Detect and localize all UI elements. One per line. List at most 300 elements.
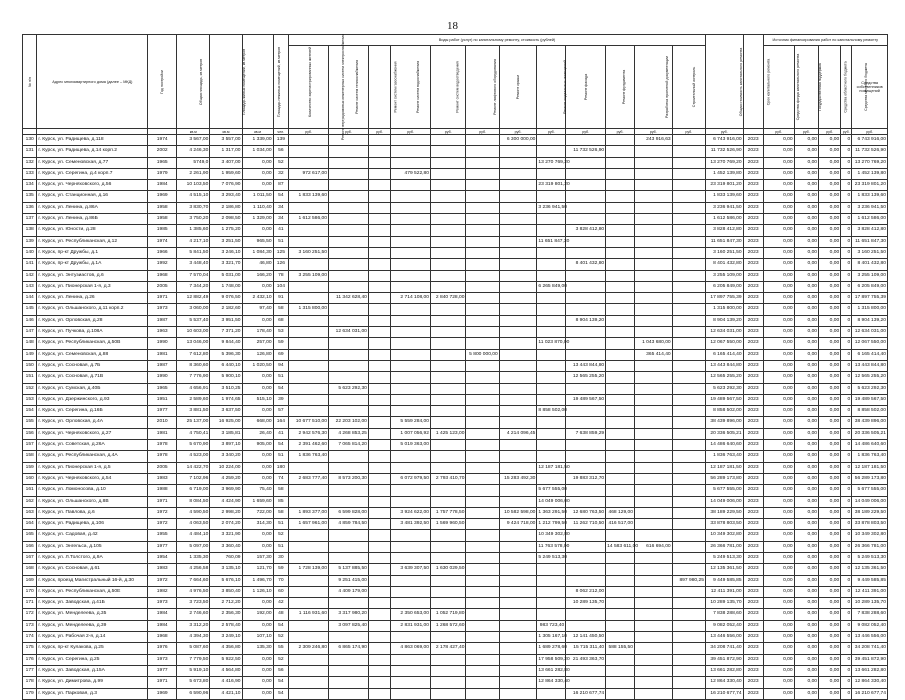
- row-total-area: 14 422,70: [177, 462, 210, 473]
- row-source-amount: 14 049 006,00: [852, 496, 888, 507]
- row-work-cost: [391, 394, 431, 405]
- row-source-amount: 0,00: [819, 360, 841, 371]
- row-source-amount: 10 349 302,80: [852, 530, 888, 541]
- row-work-cost: [466, 440, 499, 451]
- row-work-cost: 3 160 251,50: [289, 247, 329, 258]
- row-year: 1958: [148, 214, 177, 225]
- row-source-amount: 0,00: [763, 417, 794, 428]
- row-work-cost: [391, 360, 431, 371]
- row-work-cost: [329, 146, 369, 157]
- row-source-amount: 0,00: [794, 541, 818, 552]
- row-source-amount: 12 864 330,40: [852, 677, 888, 688]
- row-source-amount: 8 858 502,00: [852, 406, 888, 417]
- row-living-area: 2 712,20: [210, 598, 242, 609]
- row-work-cost: [368, 247, 390, 258]
- row-source-amount: 1 833 139,60: [852, 191, 888, 202]
- row-work-cost: [566, 157, 606, 168]
- row-work-cost: [368, 665, 390, 676]
- row-work-cost: [566, 270, 606, 281]
- row-number: 176: [23, 654, 37, 665]
- row-work-cost: [391, 236, 431, 247]
- row-work-cost: [634, 688, 672, 699]
- row-year: 1968: [148, 632, 177, 643]
- row-total-area: 5 097,00: [177, 541, 210, 552]
- row-total-cost: 7 838 288,60: [705, 609, 743, 620]
- row-work-cost: [634, 315, 672, 326]
- unit-cell: руб.: [368, 129, 390, 135]
- row-nonliving-area: 0,00: [242, 530, 273, 541]
- row-residents: 52: [273, 530, 289, 541]
- row-total-cost: 8 401 432,80: [705, 259, 743, 270]
- row-number: 137: [23, 214, 37, 225]
- row-work-cost: [329, 157, 369, 168]
- table-row: [23, 259, 888, 270]
- row-work-cost: [368, 236, 390, 247]
- row-work-cost: [672, 394, 705, 405]
- row-year: 1983: [148, 564, 177, 575]
- row-work-cost: [634, 270, 672, 281]
- row-source-amount: 0,00: [819, 586, 841, 597]
- table-row: [23, 394, 888, 405]
- row-work-cost: [391, 575, 431, 586]
- row-work-cost: [329, 372, 369, 383]
- row-source-amount: 0,00: [763, 654, 794, 665]
- row-work-cost: [289, 598, 329, 609]
- row-work-cost: [368, 259, 390, 270]
- table-row: [23, 598, 888, 609]
- row-work-cost: [566, 552, 606, 563]
- row-work-cost: [289, 654, 329, 665]
- row-address: г. Курск, ул. Ольшанского, д.11 корп.2: [37, 304, 148, 315]
- row-year: 1981: [148, 428, 177, 439]
- row-work-cost: 5 249 513,30: [537, 552, 566, 563]
- row-period: 2023: [743, 247, 763, 258]
- row-total-cost: 11 651 847,30: [705, 236, 743, 247]
- row-work-cost: [499, 360, 537, 371]
- table-row: [23, 315, 888, 326]
- row-nonliving-area: 0,00: [242, 157, 273, 168]
- row-total-area: 4 515,10: [177, 191, 210, 202]
- row-work-cost: [466, 315, 499, 326]
- col-period-header: [743, 35, 770, 129]
- row-source-amount: 26 366 781,00: [852, 541, 888, 552]
- row-work-cost: [634, 372, 672, 383]
- row-source-amount: 11 732 526,90: [852, 146, 888, 157]
- row-work-cost: [368, 327, 390, 338]
- row-work-cost: 21 493 363,70: [566, 654, 606, 665]
- row-work-cost: [391, 259, 431, 270]
- row-work-cost: [329, 406, 369, 417]
- unit-cell: руб.: [841, 129, 852, 135]
- row-source-amount: 0,00: [819, 406, 841, 417]
- row-year: 2005: [148, 462, 177, 473]
- row-work-cost: 12 141 450,50: [566, 632, 606, 643]
- row-number: 130: [23, 135, 37, 146]
- row-source-amount: 0,00: [794, 338, 818, 349]
- row-work-cost: [537, 168, 566, 179]
- row-number: 153: [23, 394, 37, 405]
- row-work-cost: [430, 270, 465, 281]
- row-work-cost: [499, 236, 537, 247]
- row-work-cost: [566, 485, 606, 496]
- row-source-amount: 0,00: [763, 383, 794, 394]
- row-year: 1977: [148, 665, 177, 676]
- row-work-cost: 16 210 677,74: [566, 688, 606, 699]
- row-number: 158: [23, 451, 37, 462]
- row-source-amount: 0,00: [763, 168, 794, 179]
- row-work-cost: [368, 214, 390, 225]
- row-year: 1977: [148, 406, 177, 417]
- row-work-cost: [499, 372, 537, 383]
- row-work-cost: [368, 541, 390, 552]
- unit-cell: руб.: [763, 129, 794, 135]
- row-total-cost: 12 187 181,50: [705, 462, 743, 473]
- row-number: 166: [23, 541, 37, 552]
- row-work-cost: 15 283 492,30: [499, 473, 537, 484]
- row-source-amount: 0,00: [794, 654, 818, 665]
- row-total-area: 13 046,00: [177, 338, 210, 349]
- row-work-cost: 1 630 029,50: [430, 564, 465, 575]
- row-work-cost: [391, 281, 431, 292]
- row-year: 1972: [148, 575, 177, 586]
- row-work-cost: [499, 327, 537, 338]
- row-total-area: 4 590,50: [177, 507, 210, 518]
- row-living-area: 10 224,00: [210, 462, 242, 473]
- row-work-cost: [466, 586, 499, 597]
- row-work-cost: 1 757 778,50: [430, 507, 465, 518]
- row-residents: 78: [273, 270, 289, 281]
- row-total-area: 4 976,50: [177, 586, 210, 597]
- row-work-cost: [499, 383, 537, 394]
- row-work-cost: 1 833 139,60: [289, 191, 329, 202]
- table-row: [23, 225, 888, 236]
- row-work-cost: 2 309 246,80: [289, 643, 329, 654]
- row-year: 1965: [148, 383, 177, 394]
- row-living-area: 3 850,40: [210, 586, 242, 597]
- row-work-cost: [606, 225, 635, 236]
- row-work-cost: [391, 406, 431, 417]
- row-work-cost: [566, 677, 606, 688]
- row-source-amount: 0,00: [794, 315, 818, 326]
- row-work-cost: [391, 654, 431, 665]
- row-address: г. Курск, ул. Орловская, д.4А: [37, 417, 148, 428]
- row-year: 1969: [148, 688, 177, 699]
- row-work-cost: 11 651 847,30: [537, 236, 566, 247]
- row-source-amount: 0,00: [794, 214, 818, 225]
- row-residents: 54: [273, 677, 289, 688]
- row-source-amount: 20 336 505,21: [852, 428, 888, 439]
- row-work-cost: [466, 135, 499, 146]
- row-work-cost: [606, 530, 635, 541]
- row-work-cost: [606, 394, 635, 405]
- row-work-cost: 3 924 622,00: [391, 507, 431, 518]
- row-work-cost: [391, 202, 431, 213]
- row-source-amount: 0,00: [819, 654, 841, 665]
- row-work-cost: [391, 327, 431, 338]
- row-total-cost: 12 067 550,00: [705, 338, 743, 349]
- table-row: [23, 654, 888, 665]
- row-total-area: 5 841,50: [177, 247, 210, 258]
- row-total-area: 4 394,30: [177, 632, 210, 643]
- row-source-amount: 0,00: [794, 349, 818, 360]
- row-work-cost: [606, 180, 635, 191]
- row-year: 1955: [148, 530, 177, 541]
- row-work-cost: [634, 428, 672, 439]
- row-address: г. Курск, пр-кт Дружбы, д.1А: [37, 259, 148, 270]
- row-residents: 70: [273, 575, 289, 586]
- row-work-cost: [391, 304, 431, 315]
- row-work-cost: [634, 609, 672, 620]
- work-type-label: Ремонт систем водоснабжения: [416, 60, 421, 114]
- row-source-amount: 0: [841, 507, 852, 518]
- row-number: 170: [23, 586, 37, 597]
- row-work-cost: [430, 247, 465, 258]
- row-work-cost: [368, 372, 390, 383]
- col-year-header-label: Год постройки: [160, 69, 165, 94]
- row-source-amount: 0,00: [763, 632, 794, 643]
- row-work-cost: [606, 383, 635, 394]
- row-living-area: 3 185,81: [210, 428, 242, 439]
- row-residents: 125: [273, 247, 289, 258]
- row-source-amount: 0: [841, 372, 852, 383]
- row-work-cost: 10 582 598,00: [499, 507, 537, 518]
- row-work-cost: [466, 609, 499, 620]
- row-source-amount: 0: [841, 496, 852, 507]
- row-address: г. Курск, ул. Серегина, д.4 корп.7: [37, 168, 148, 179]
- row-address: г. Курск, ул. Советская, д.26А: [37, 440, 148, 451]
- row-work-cost: [566, 180, 606, 191]
- row-work-cost: [499, 496, 537, 507]
- col-period-header-label: Срок капитального ремонта: [765, 58, 770, 105]
- row-source-amount: 11 651 847,30: [852, 236, 888, 247]
- row-work-cost: [430, 146, 465, 157]
- row-work-cost: [672, 598, 705, 609]
- row-work-cost: [329, 180, 369, 191]
- row-source-amount: 0,00: [819, 530, 841, 541]
- row-work-cost: 479 522,80: [391, 168, 431, 179]
- row-source-amount: 0,00: [794, 462, 818, 473]
- row-work-cost: [606, 146, 635, 157]
- row-work-cost: [537, 417, 566, 428]
- row-source-amount: 3 255 109,00: [852, 270, 888, 281]
- row-work-cost: 8 858 502,00: [537, 406, 566, 417]
- row-work-cost: [672, 541, 705, 552]
- row-work-cost: [368, 440, 390, 451]
- row-work-cost: [606, 462, 635, 473]
- row-work-cost: 3 639 307,50: [391, 564, 431, 575]
- row-work-cost: 2 391 462,60: [289, 440, 329, 451]
- row-work-cost: [634, 247, 672, 258]
- row-nonliving-area: 515,10: [242, 394, 273, 405]
- row-total-area: 8 084,50: [177, 496, 210, 507]
- row-work-cost: 1 893 377,00: [289, 507, 329, 518]
- row-work-cost: [289, 360, 329, 371]
- row-work-cost: [329, 168, 369, 179]
- row-work-cost: [430, 451, 465, 462]
- row-total-cost: 26 366 781,00: [705, 541, 743, 552]
- row-period: 2023: [743, 586, 763, 597]
- row-residents: 34: [273, 202, 289, 213]
- source-col-header: [852, 46, 888, 129]
- row-work-cost: [466, 654, 499, 665]
- row-work-cost: [606, 575, 635, 586]
- row-living-area: 16 925,00: [210, 417, 242, 428]
- row-source-amount: 1 612 586,00: [852, 214, 888, 225]
- row-work-cost: [634, 383, 672, 394]
- row-work-cost: [466, 372, 499, 383]
- row-address: г. Курск, ул. Республиканская, д.12: [37, 236, 148, 247]
- row-source-amount: 0,00: [794, 530, 818, 541]
- row-work-cost: 1 212 799,50: [537, 519, 566, 530]
- unit-cell: кв.м: [210, 129, 242, 135]
- row-work-cost: 3 481 392,50: [391, 519, 431, 530]
- col-number-header-label: № п/п: [27, 76, 32, 87]
- row-source-amount: 3 160 251,50: [852, 247, 888, 258]
- row-work-cost: [606, 677, 635, 688]
- row-period: 2023: [743, 552, 763, 563]
- row-address: г. Курск, ул. Республиканская, д.4А: [37, 451, 148, 462]
- row-total-cost: 5 249 513,30: [705, 552, 743, 563]
- row-work-cost: [634, 304, 672, 315]
- row-total-area: 8 360,60: [177, 360, 210, 371]
- row-work-cost: [566, 135, 606, 146]
- row-address: г. Курск, ул. Семеновская, д.77: [37, 157, 148, 168]
- row-work-cost: [499, 620, 537, 631]
- row-living-area: 4 424,90: [210, 496, 242, 507]
- row-nonliving-area: 0,00: [242, 281, 273, 292]
- work-type-header: [430, 46, 465, 129]
- row-work-cost: 1 052 719,80: [430, 609, 465, 620]
- row-work-cost: 11 732 526,90: [566, 146, 606, 157]
- row-work-cost: [329, 598, 369, 609]
- row-total-area: 4 523,00: [177, 451, 210, 462]
- row-total-cost: 14 049 006,00: [705, 496, 743, 507]
- row-living-area: 5 031,00: [210, 270, 242, 281]
- row-work-cost: [634, 394, 672, 405]
- row-source-amount: 0,00: [819, 665, 841, 676]
- row-work-cost: [391, 598, 431, 609]
- row-source-amount: 12 634 031,00: [852, 327, 888, 338]
- row-number: 177: [23, 665, 37, 676]
- row-work-cost: [466, 598, 499, 609]
- row-work-cost: [499, 247, 537, 258]
- row-work-cost: [537, 293, 566, 304]
- row-work-cost: [466, 293, 499, 304]
- row-source-amount: 0: [841, 598, 852, 609]
- row-work-cost: 14 049 006,00: [537, 496, 566, 507]
- row-year: 1978: [148, 451, 177, 462]
- row-work-cost: 2 683 777,40: [289, 473, 329, 484]
- row-source-amount: 0,00: [763, 214, 794, 225]
- row-source-amount: 0,00: [794, 552, 818, 563]
- row-total-cost: 39 451 872,90: [705, 654, 743, 665]
- row-source-amount: 0,00: [763, 372, 794, 383]
- row-work-cost: [289, 236, 329, 247]
- row-work-cost: [368, 168, 390, 179]
- row-work-cost: [499, 349, 537, 360]
- row-work-cost: 11 763 578,00: [537, 541, 566, 552]
- row-work-cost: [606, 417, 635, 428]
- table-row: [23, 270, 888, 281]
- row-number: 156: [23, 428, 37, 439]
- row-total-area: 5 673,80: [177, 677, 210, 688]
- row-work-cost: [566, 214, 606, 225]
- row-living-area: 1 317,00: [210, 146, 242, 157]
- row-work-cost: [606, 135, 635, 146]
- row-source-amount: 0,00: [819, 598, 841, 609]
- row-work-cost: 11 023 870,00: [537, 338, 566, 349]
- row-period: 2023: [743, 259, 763, 270]
- row-nonliving-area: 0,00: [242, 620, 273, 631]
- row-source-amount: 0,00: [794, 440, 818, 451]
- row-work-cost: [566, 541, 606, 552]
- row-work-cost: [672, 202, 705, 213]
- row-work-cost: [466, 202, 499, 213]
- row-work-cost: [368, 586, 390, 597]
- row-work-cost: [499, 259, 537, 270]
- row-work-cost: 14 583 611,00: [606, 541, 635, 552]
- row-work-cost: [499, 530, 537, 541]
- row-work-cost: [537, 609, 566, 620]
- row-source-amount: 0: [841, 677, 852, 688]
- work-type-label: Ремонт крыши: [516, 74, 521, 100]
- row-source-amount: 0,00: [763, 293, 794, 304]
- row-address: г. Курск, ул. Радищева, д.118: [37, 135, 148, 146]
- row-address: г. Курск, ул. Радищева, д.106: [37, 519, 148, 530]
- row-work-cost: [391, 541, 431, 552]
- row-nonliving-area: 1 020,50: [242, 360, 273, 371]
- row-work-cost: [566, 440, 606, 451]
- row-work-cost: [329, 304, 369, 315]
- row-source-amount: 33 878 803,50: [852, 519, 888, 530]
- row-work-cost: [289, 552, 329, 563]
- row-work-cost: [606, 247, 635, 258]
- row-source-amount: 0,00: [794, 372, 818, 383]
- row-work-cost: [499, 485, 537, 496]
- row-work-cost: 243 916,63: [634, 135, 672, 146]
- row-number: 135: [23, 191, 37, 202]
- row-year: 1990: [148, 338, 177, 349]
- row-period: 2023: [743, 677, 763, 688]
- row-source-amount: 0,00: [819, 349, 841, 360]
- row-work-cost: [329, 530, 369, 541]
- row-residents: 54: [273, 620, 289, 631]
- row-total-cost: 16 210 677,74: [705, 688, 743, 699]
- row-residents: 91: [273, 293, 289, 304]
- row-work-cost: [430, 688, 465, 699]
- row-period: 2023: [743, 338, 763, 349]
- row-source-amount: 0: [841, 383, 852, 394]
- row-work-cost: [672, 191, 705, 202]
- row-work-cost: [634, 214, 672, 225]
- row-work-cost: [672, 530, 705, 541]
- row-work-cost: [466, 360, 499, 371]
- row-work-cost: [499, 677, 537, 688]
- row-work-cost: [391, 552, 431, 563]
- row-work-cost: [499, 609, 537, 620]
- row-residents: 51: [273, 451, 289, 462]
- row-source-amount: 0: [841, 440, 852, 451]
- row-period: 2023: [743, 349, 763, 360]
- col-total-area-header-label: Общая площадь, кв.метров: [199, 58, 204, 105]
- row-work-cost: [289, 530, 329, 541]
- row-work-cost: [606, 372, 635, 383]
- row-work-cost: [466, 507, 499, 518]
- work-type-label: Ремонт систем теплоснабжения: [354, 60, 359, 114]
- row-total-cost: 9 449 585,85: [705, 575, 743, 586]
- work-type-label: Ремонт лифтового оборудования: [493, 59, 498, 115]
- row-work-cost: [499, 304, 537, 315]
